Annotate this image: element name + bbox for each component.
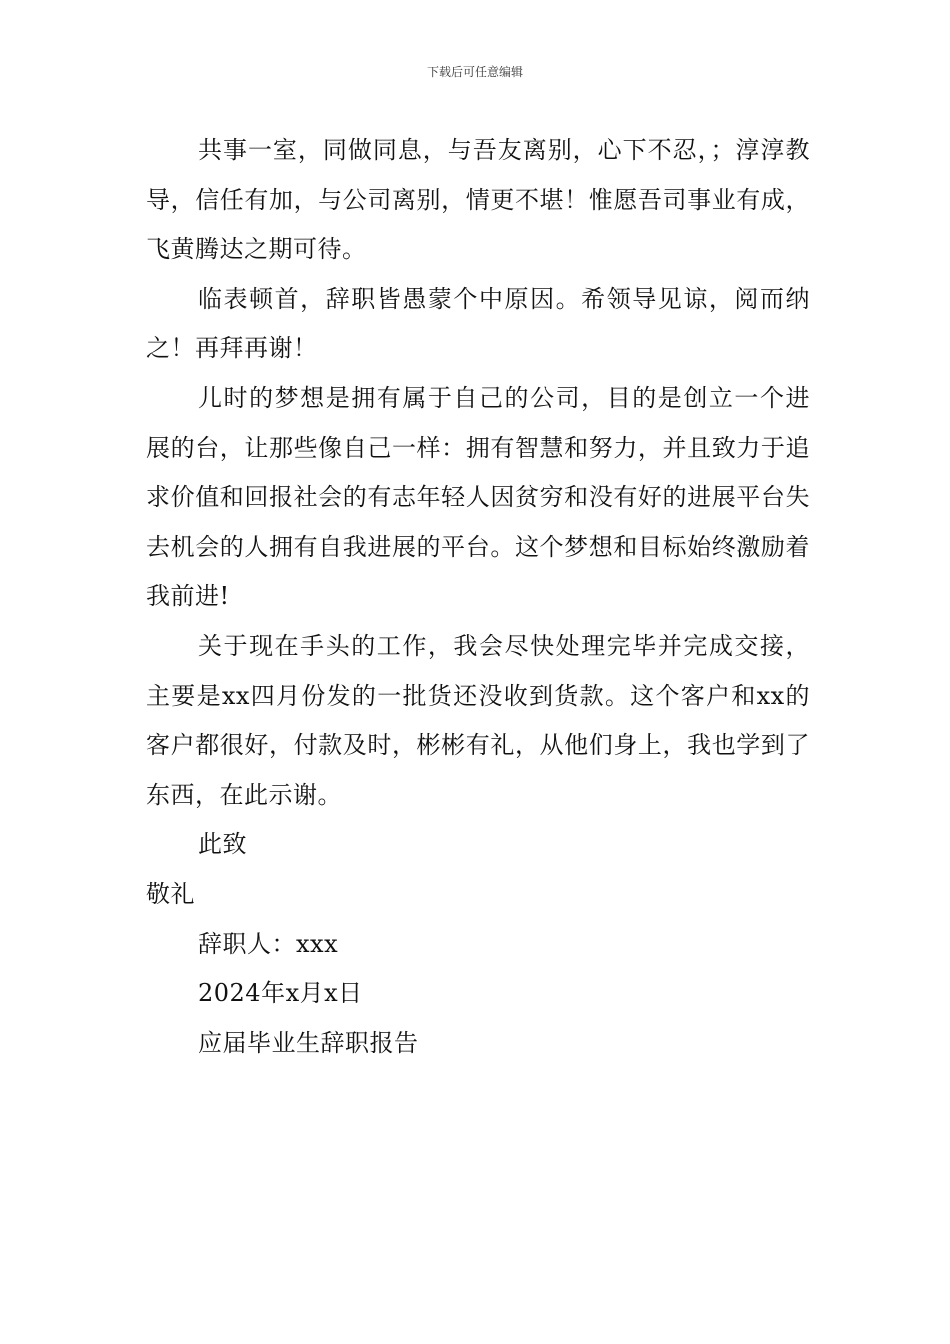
paragraph-dream: 儿时的梦想是拥有属于自己的公司，目的是创立一个进展的台，让那些像自己一样：拥有智慧和努力，并且致力于追求价值和回报社会的有志年轻人因贫穷和没有好的进展平台失去机会的人拥有自我进展的平台。这个梦想和目标始终激励着我前进! [146, 383, 810, 611]
paragraph-apology: 临表顿首，辞职皆愚蒙个中原因。希领导见谅，阅而纳之！再拜再谢！ [146, 284, 810, 363]
date-line: 2024年x月x日 [198, 979, 363, 1008]
signer-line: 辞职人：xxx [198, 929, 339, 958]
letter-body [146, 126, 810, 1068]
header-note: 下载后可任意编辑 [426, 65, 523, 79]
paragraph-handover: 关于现在手头的工作，我会尽快处理完毕并完成交接，主要是xx四月份发的一批货还没收到货款。这个客户和xx的客户都很好，付款及时，彬彬有礼，从他们身上，我也学到了东西，在此示谢。 [146, 631, 810, 809]
paragraph-farewell: 共事一室，同做同息，与吾友离别，心下不忍，；淳淳教导，信任有加，与公司离别，情更不堪！惟愿吾司事业有成，飞黄腾达之期可待。 [146, 136, 810, 264]
closing-line: 此致 [198, 830, 247, 859]
next-section-title: 应届毕业生辞职报告 [198, 1028, 419, 1057]
salute-line: 敬礼 [146, 879, 195, 908]
